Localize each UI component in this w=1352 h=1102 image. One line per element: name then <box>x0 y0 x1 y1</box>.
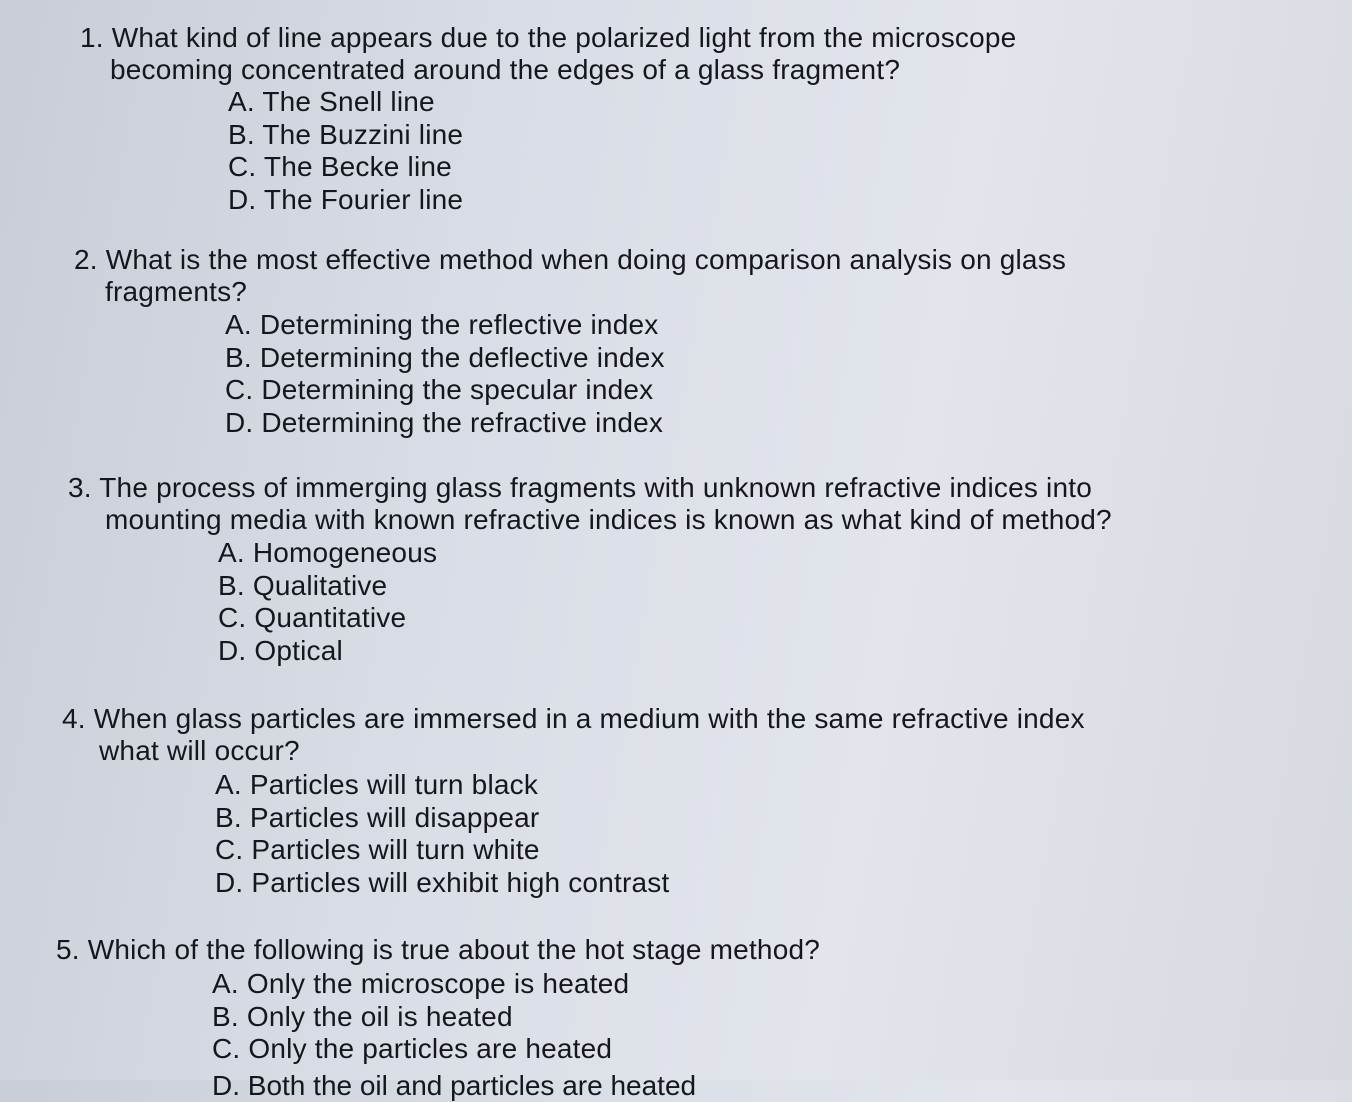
answer-option-a: A. Particles will turn black <box>215 769 539 800</box>
question-number: 4. <box>62 703 86 734</box>
answer-options <box>228 86 1328 216</box>
question-text-line2: what will occur? <box>99 735 300 766</box>
answer-option-b: B. The Buzzini line <box>228 118 464 150</box>
answer-option-d-cutoff: D. Both the oil and particles are heated <box>212 1070 697 1101</box>
answer-option-b: B. Only the oil is heated <box>212 1000 513 1032</box>
question-text <box>74 244 1184 308</box>
answer-option-b: B. Particles will disappear <box>215 801 540 833</box>
question-text-line1: The process of immerging glass fragments with unknown refractive indices into <box>99 472 1092 503</box>
question-text-line1: What is the most effective method when doing comparison analysis on glass <box>105 244 1067 275</box>
answer-option-c: C. Quantitative <box>218 602 407 633</box>
answer-option-c: C. The Becke line <box>228 151 452 182</box>
question-text-line1: Which of the following is true about the hot stage method? <box>87 934 821 965</box>
answer-option-a: A. The Snell line <box>228 86 435 117</box>
question-1 <box>80 22 1180 216</box>
question-2 <box>74 244 1184 438</box>
question-4 <box>62 703 1192 897</box>
question-text-line2: becoming concentrated around the edges of a glass fragment? <box>110 54 901 85</box>
question-3 <box>68 472 1198 666</box>
answer-option-c: C. Particles will turn white <box>215 834 540 865</box>
answer-options <box>225 309 1335 439</box>
question-text <box>68 472 1198 536</box>
answer-options <box>212 968 1352 1066</box>
answer-option-b: B. Qualitative <box>218 569 388 601</box>
question-5 <box>56 934 1196 1064</box>
question-text <box>80 22 1180 86</box>
answer-option-a: A. Homogeneous <box>218 537 438 568</box>
answer-option-c: C. Only the particles are heated <box>212 1033 613 1064</box>
answer-option-d: D. Determining the refractive index <box>225 406 664 438</box>
answer-option-d: D. Particles will exhibit high contrast <box>215 866 670 898</box>
question-number: 1. <box>80 22 104 53</box>
question-text-line1: What kind of line appears due to the polarized light from the microscope <box>111 22 1017 53</box>
question-number: 5. <box>56 934 80 965</box>
question-number: 3. <box>68 472 92 503</box>
question-text <box>62 703 1192 767</box>
answer-option-a: A. Only the microscope is heated <box>212 968 630 999</box>
answer-option-d: D. The Fourier line <box>228 183 464 215</box>
answer-option-d: D. Optical <box>218 634 343 666</box>
question-number: 2. <box>74 244 98 275</box>
question-text-line2: mounting media with known refractive indices is known as what kind of method? <box>105 504 1112 535</box>
question-text <box>56 934 1196 966</box>
question-text-line1: When glass particles are immersed in a medium with the same refractive index <box>93 703 1085 734</box>
question-text-line2: fragments? <box>105 276 248 307</box>
answer-option-a: A. Determining the reflective index <box>225 309 659 340</box>
answer-option-b: B. Determining the deflective index <box>225 341 665 373</box>
answer-options <box>215 769 1345 899</box>
answer-options <box>218 537 1348 667</box>
answer-option-c: C. Determining the specular index <box>225 374 654 405</box>
